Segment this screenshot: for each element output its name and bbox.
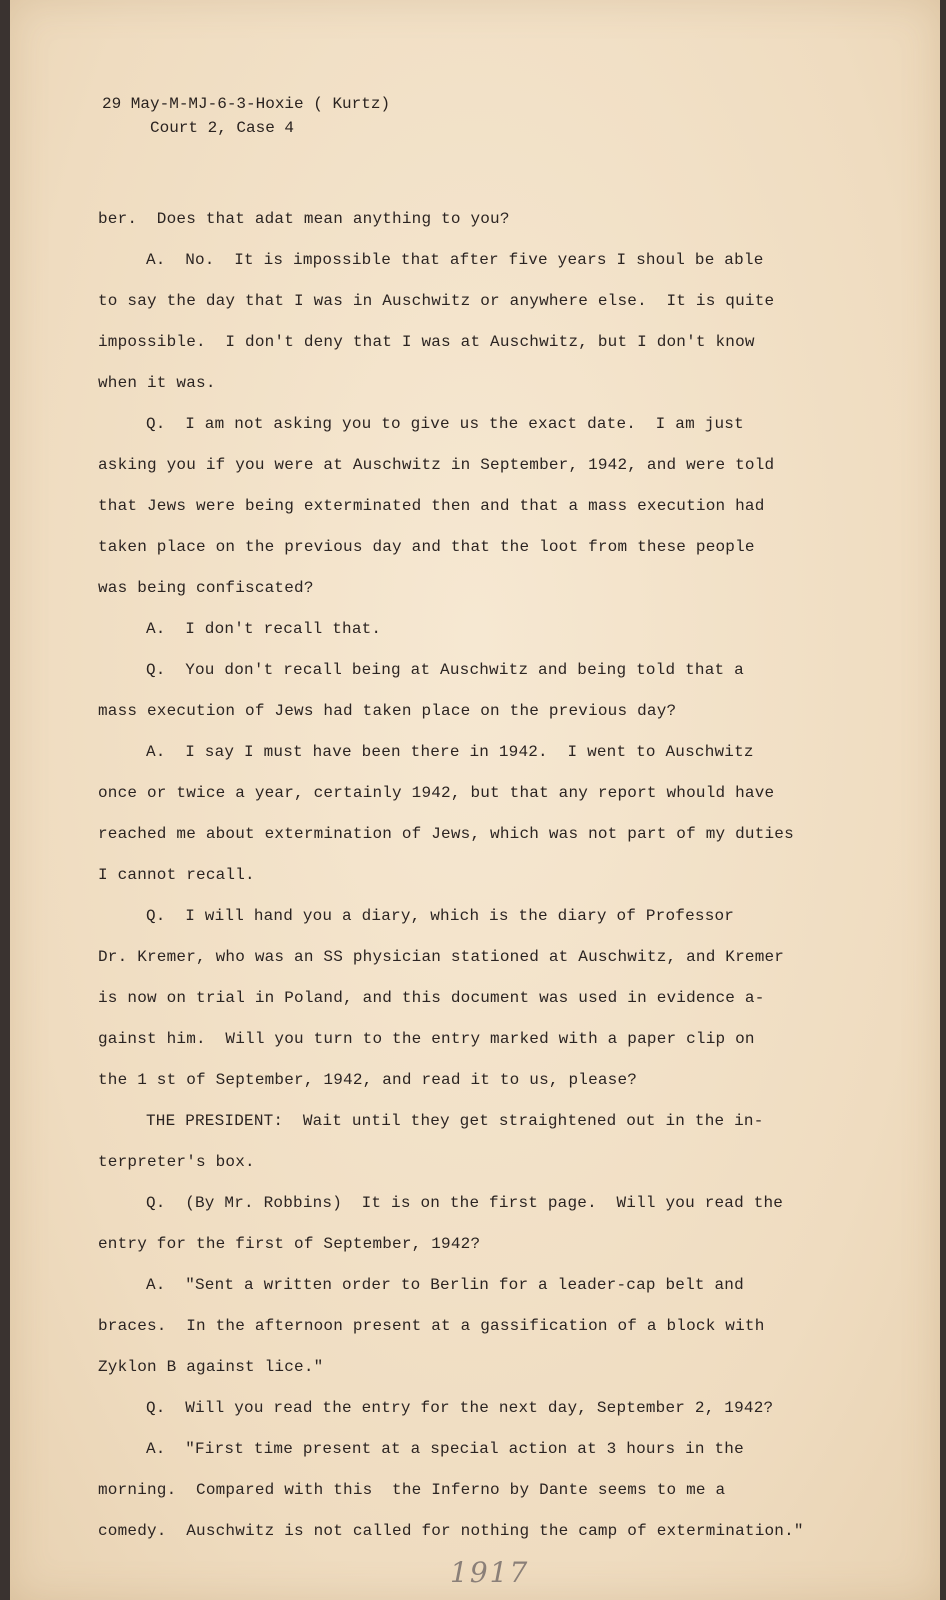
transcript-line: morning. Compared with this the Inferno by Dante seems to me a <box>98 1481 726 1499</box>
document-header <box>102 92 390 140</box>
transcript-line: Q. I will hand you a diary, which is the diary of Professor <box>146 907 735 925</box>
transcript-line: once or twice a year, certainly 1942, but that any report whould have <box>98 784 775 802</box>
transcript-line: comedy. Auschwitz is not called for nothing the camp of extermination." <box>98 1522 804 1540</box>
transcript-line: A. "First time present at a special action at 3 hours in the <box>146 1440 744 1458</box>
transcript-line: reached me about extermination of Jews, which was not part of my duties <box>98 825 794 843</box>
transcript-line: was being confiscated? <box>98 579 314 597</box>
transcript-line: when it was. <box>98 374 216 392</box>
transcript-line: THE PRESIDENT: Wait until they get straightened out in the in- <box>146 1112 764 1130</box>
transcript-line: Q. I am not asking you to give us the exact date. I am just <box>146 415 744 433</box>
transcript-line: Q. Will you read the entry for the next day, September 2, 1942? <box>146 1399 774 1417</box>
transcript-line: terpreter's box. <box>98 1153 255 1171</box>
transcript-line: taken place on the previous day and that the loot from these people <box>98 538 755 556</box>
transcript-line: Zyklon B against lice." <box>98 1358 324 1376</box>
transcript-line: ber. Does that adat mean anything to you? <box>98 210 510 228</box>
header-reference: 29 May-M-MJ-6-3-Hoxie ( Kurtz) <box>102 95 391 113</box>
transcript-line: A. No. It is impossible that after five years I shoul be able <box>146 251 764 269</box>
transcript-line: is now on trial in Poland, and this document was used in evidence a- <box>98 989 765 1007</box>
transcript-line: that Jews were being exterminated then and that a mass execution had <box>98 497 765 515</box>
transcript-line: impossible. I don't deny that I was at Auschwitz, but I don't know <box>98 333 755 351</box>
transcript-line: asking you if you were at Auschwitz in September, 1942, and were told <box>98 456 775 474</box>
document-page <box>10 0 940 1600</box>
transcript-line: mass execution of Jews had taken place on the previous day? <box>98 702 677 720</box>
transcript-line: A. I say I must have been there in 1942. I went to Auschwitz <box>146 743 754 761</box>
header-court-case: Court 2, Case 4 <box>150 119 295 137</box>
transcript-line: Q. (By Mr. Robbins) It is on the first page. Will you read the <box>146 1194 784 1212</box>
transcript-line: Q. You don't recall being at Auschwitz and being told that a <box>146 661 744 679</box>
transcript-line: braces. In the afternoon present at a gassification of a block with <box>98 1317 765 1335</box>
transcript-line: A. I don't recall that. <box>146 620 382 638</box>
transcript-line: gainst him. Will you turn to the entry marked with a paper clip on <box>98 1030 755 1048</box>
transcript-line: A. "Sent a written order to Berlin for a leader-cap belt and <box>146 1276 744 1294</box>
transcript-line: I cannot recall. <box>98 866 255 884</box>
transcript-line: to say the day that I was in Auschwitz or anywhere else. It is quite <box>98 292 775 310</box>
transcript-line: entry for the first of September, 1942? <box>98 1235 481 1253</box>
page-number: 1917 <box>450 1556 530 1589</box>
transcript-line: Dr. Kremer, who was an SS physician stationed at Auschwitz, and Kremer <box>98 948 785 966</box>
transcript-line: the 1 st of September, 1942, and read it to us, please? <box>98 1071 638 1089</box>
